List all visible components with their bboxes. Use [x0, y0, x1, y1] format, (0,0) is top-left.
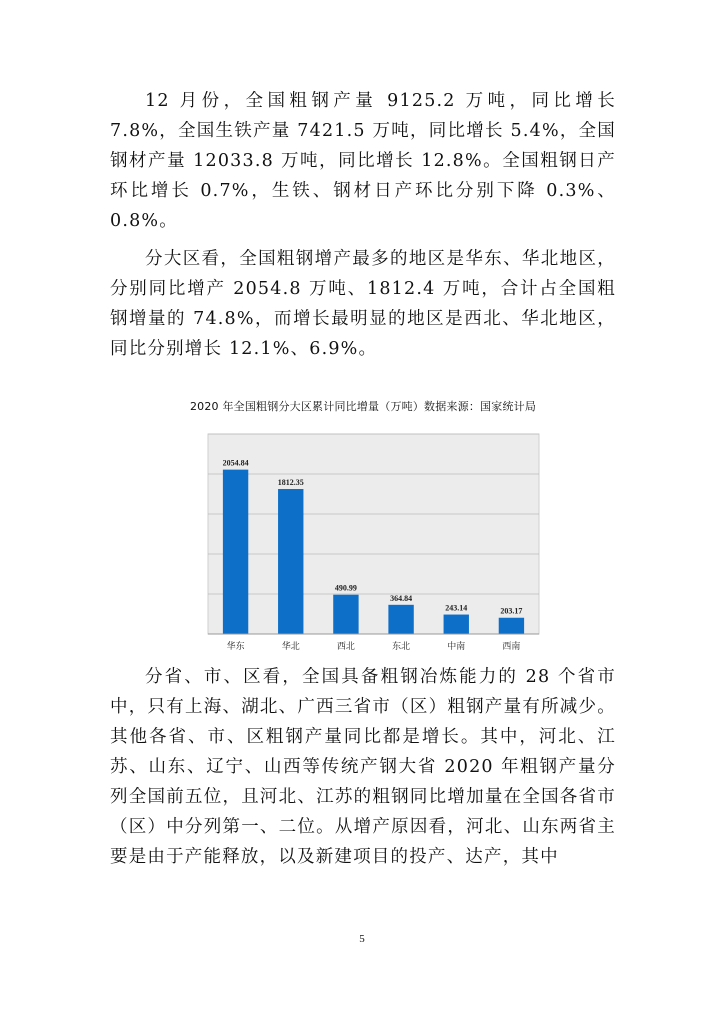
- bar: [278, 489, 303, 634]
- category-label: 中南: [447, 642, 466, 652]
- paragraph-regional-increase: 分大区看，全国粗钢增产最多的地区是华东、华北地区，分别同比增产 2054.8 万吨、1812.4 万吨，合计占全国粗钢增量的 74.8%，而增长最明显的地区是西北、华北地区，同比分别增长 12.1%、6.9%。: [110, 249, 616, 359]
- bar: [444, 615, 469, 634]
- data-label: 2054.84: [222, 458, 249, 468]
- category-label: 西南: [502, 642, 521, 652]
- bar: [499, 618, 524, 634]
- chart-caption: 2020 年全国粗钢分大区累计同比增量（万吨）数据来源：国家统计局: [189, 400, 537, 413]
- plot-area: [208, 434, 539, 634]
- regional-increase-bar-chart: [200, 432, 544, 656]
- data-label: 203.17: [500, 606, 523, 616]
- paragraph-steel-output-december: 12 月份，全国粗钢产量 9125.2 万吨，同比增长 7.8%，全国生铁产量 7421.5 万吨，同比增长 5.4%，全国钢材产量 12033.8 万吨，同比增长 12.8%。全国粗钢日产环比增长 0.7%，生铁、钢材日产环比分别下降 0.3%、0.8%。: [110, 91, 616, 231]
- bar: [223, 470, 248, 634]
- category-label: 东北: [392, 642, 411, 652]
- data-label: 243.14: [445, 603, 468, 613]
- category-label: 西北: [336, 642, 355, 652]
- data-label: 1812.35: [277, 478, 304, 488]
- data-label: 364.84: [390, 593, 413, 603]
- category-label: 华东: [226, 642, 245, 652]
- category-label: 华北: [281, 642, 300, 652]
- paragraph-provincial-analysis: 分省、市、区看，全国具备粗钢冶炼能力的 28 个省市中，只有上海、湖北、广西三省市（区）粗钢产量有所减少。其他各省、市、区粗钢产量同比都是增长。其中，河北、江苏、山东、辽宁、山西等传统产钢大省 2020 年粗钢产量分列全国前五位，且河北、江苏的粗钢同比增加量在全国各省市（区）中分列第一、二位。从增产原因看，河北、山东两省主要是由于产能释放，以及新建项目的投产、达产，其中: [110, 667, 616, 867]
- bar: [333, 595, 358, 634]
- data-label: 490.99: [334, 583, 357, 593]
- bar: [388, 605, 413, 634]
- page-number: 5: [359, 933, 365, 945]
